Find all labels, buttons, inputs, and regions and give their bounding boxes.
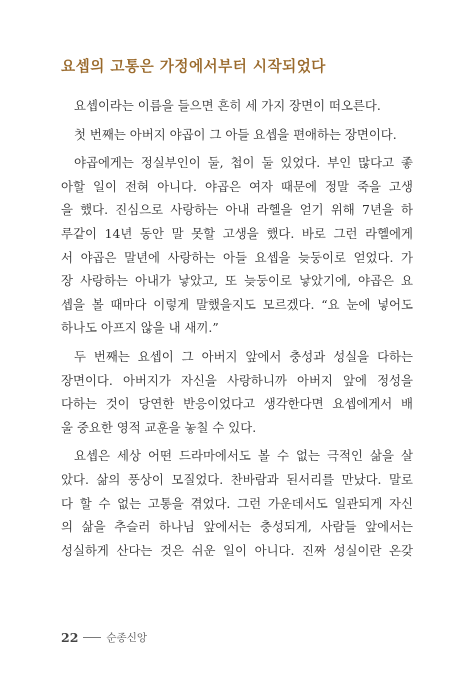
- text-line: 하나도 아프지 않을 내 새끼.”: [61, 320, 219, 336]
- text-line: 의 삶을 추슬러 하나님 앞에서는 충성되게, 사람들 앞에서는: [61, 519, 413, 535]
- text-line: 아할 일이 전혀 아니다. 야곱은 여자 때문에 정말 죽을 고생: [61, 178, 413, 194]
- text-line: 첫 번째는 아버지 야곱이 그 아들 요셉을 편애하는 장면이다.: [74, 126, 397, 142]
- chapter-title: 요셉의 고통은 가정에서부터 시작되었다: [61, 58, 326, 75]
- text-line: 두 번째는 요셉이 그 아버지 앞에서 충성과 성실을 다하는: [74, 348, 413, 364]
- text-line: 다 할 수 없는 고통을 겪었다. 그런 가운데서도 일관되게 자신: [61, 495, 413, 511]
- page-number: 22: [61, 629, 79, 645]
- text-line: 장면이다. 아버지가 자신을 사랑하니까 아버지 앞에 정성을: [61, 372, 413, 388]
- text-line: 장 사랑하는 아내가 낳았고, 또 늦둥이로 낳았기에, 야곱은 요: [61, 273, 413, 289]
- running-title: 순종신앙: [106, 631, 147, 644]
- body-text: [61, 94, 413, 567]
- text-line: 울 중요한 영적 교훈을 놓칠 수 있다.: [61, 419, 257, 435]
- text-line: 성실하게 산다는 것은 쉬운 일이 아니다. 진짜 성실이란 온갖: [61, 542, 413, 558]
- text-line: 요셉은 세상 어떤 드라마에서도 볼 수 없는 극적인 삶을 살: [74, 448, 413, 464]
- text-line: 을 했다. 진심으로 사랑하는 아내 라헬을 얻기 위해 7년을 하: [61, 202, 413, 218]
- paragraph-4: [61, 345, 413, 439]
- text-line: 요셉이라는 이름을 들으면 흔히 세 가지 장면이 떠오른다.: [74, 98, 381, 113]
- text-line: 야곱에게는 정실부인이 둘, 첩이 둘 있었다. 부인 많다고 좋: [74, 155, 413, 171]
- footer-divider: [83, 637, 101, 638]
- paragraph-3: [61, 151, 413, 340]
- paragraph-5: [61, 444, 413, 562]
- text-line: 았다. 삶의 풍상이 모질었다. 찬바람과 된서리를 만났다. 말로: [61, 471, 413, 487]
- page-footer: [61, 629, 147, 645]
- paragraph-1: [61, 94, 413, 118]
- text-line: 루같이 14년 동안 말 못할 고생을 했다. 바로 그런 라헬에게: [61, 225, 413, 241]
- text-line: 서 야곱은 말년에 사랑하는 아들 요셉을 늦둥이로 얻었다. 가: [61, 249, 413, 265]
- paragraph-2: [61, 123, 413, 147]
- text-line: 다하는 것이 당연한 반응이었다고 생각한다면 요셉에게서 배: [61, 396, 413, 412]
- text-line: 셉을 볼 때마다 이렇게 말했을지도 모르겠다. “요 눈에 넣어도: [61, 296, 413, 312]
